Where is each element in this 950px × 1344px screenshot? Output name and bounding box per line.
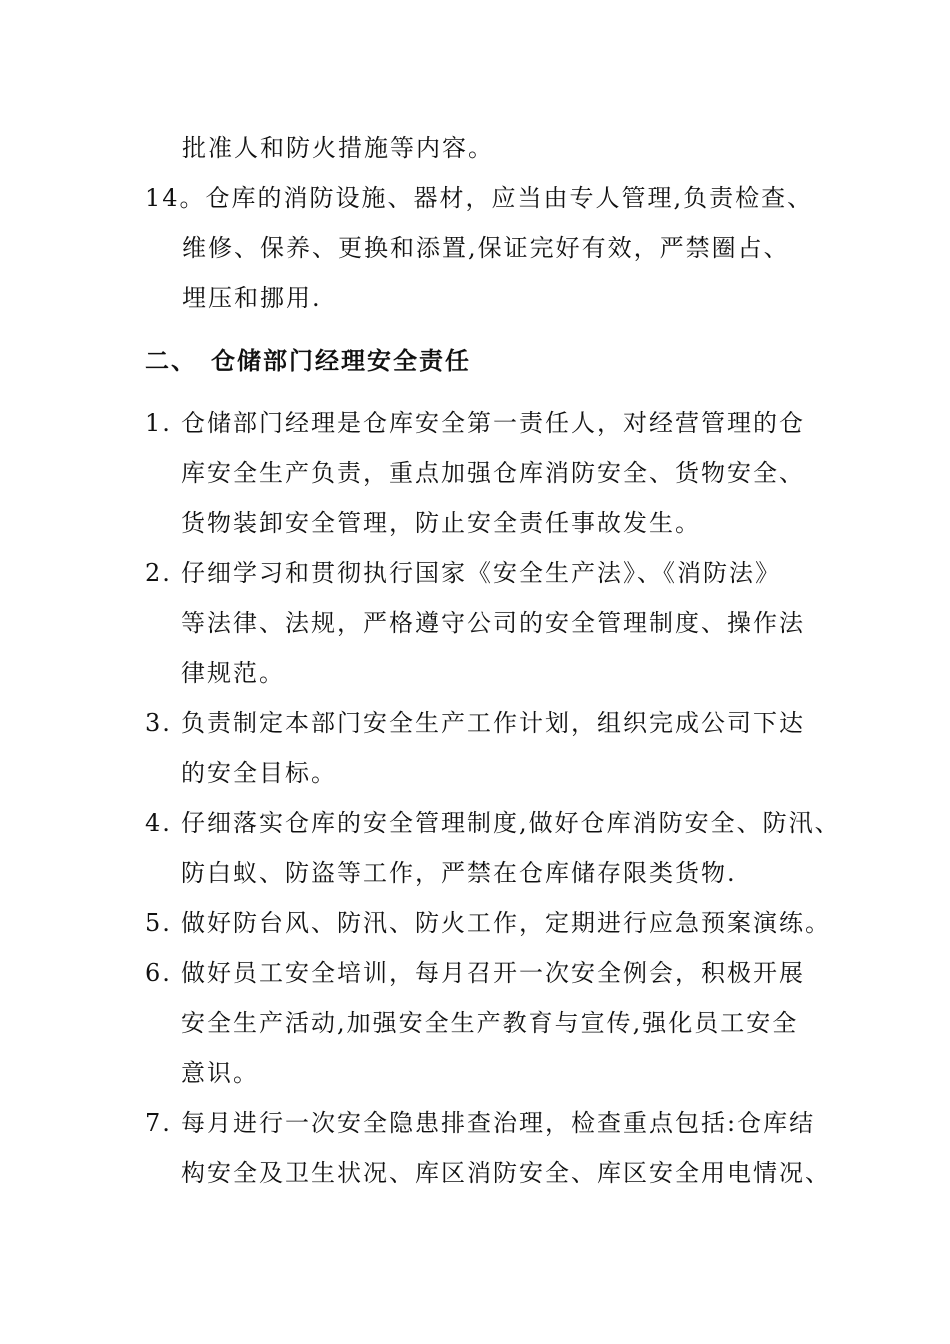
item-6-number: 6. bbox=[145, 959, 172, 987]
item-1-number: 1. bbox=[145, 409, 172, 437]
item-14-line-3: 埋压和挪用. bbox=[182, 284, 322, 312]
item-2-number: 2. bbox=[145, 559, 172, 587]
item-7-line-1 bbox=[145, 1108, 815, 1138]
item-5-text-1: 做好防台风、防汛、防火工作，定期进行应急预案演练。 bbox=[181, 909, 831, 937]
item-3-line-2: 的安全目标。 bbox=[181, 759, 337, 787]
item-4-number: 4. bbox=[145, 809, 172, 837]
item-1-line-3: 货物装卸安全管理，防止安全责任事故发生。 bbox=[181, 509, 701, 537]
item-6-text-1: 做好员工安全培训，每月召开一次安全例会，积极开展 bbox=[181, 959, 805, 987]
section-heading bbox=[145, 346, 471, 376]
item-3-number: 3. bbox=[145, 709, 172, 737]
item-5-line-1 bbox=[145, 908, 831, 938]
item-14-number: 14。 bbox=[145, 184, 206, 212]
item-14-line-1 bbox=[145, 183, 813, 213]
item-2-line-3: 律规范。 bbox=[181, 659, 285, 687]
item-2-line-2: 等法律、法规，严格遵守公司的安全管理制度、操作法 bbox=[181, 609, 805, 637]
item-1-text-1: 仓储部门经理是仓库安全第一责任人，对经营管理的仓 bbox=[181, 409, 805, 437]
item-4-line-2: 防白蚁、防盗等工作，严禁在仓库储存限类货物. bbox=[181, 859, 737, 887]
item-5-number: 5. bbox=[145, 909, 172, 937]
item-6-line-2: 安全生产活动,加强安全生产教育与宣传,强化员工安全 bbox=[181, 1009, 799, 1037]
item-7-text-1: 每月进行一次安全隐患排查治理，检查重点包括:仓库结 bbox=[181, 1109, 816, 1137]
item-13-continuation: 批准人和防火措施等内容。 bbox=[182, 134, 494, 162]
item-4-line-1 bbox=[145, 808, 841, 838]
section-number: 二、 bbox=[145, 346, 197, 375]
item-4-text-1: 仔细落实仓库的安全管理制度,做好仓库消防安全、防汛、 bbox=[181, 809, 841, 837]
item-1-line-2: 库安全生产负责，重点加强仓库消防安全、货物安全、 bbox=[181, 459, 805, 487]
item-3-text-1: 负责制定本部门安全生产工作计划，组织完成公司下达 bbox=[181, 709, 805, 737]
item-2-text-1: 仔细学习和贯彻执行国家《安全生产法》、《消防法》 bbox=[181, 559, 781, 587]
item-1-line-1 bbox=[145, 408, 805, 438]
item-2-line-1 bbox=[145, 558, 781, 588]
item-14-line-2: 维修、保养、更换和添置,保证完好有效，严禁圈占、 bbox=[182, 234, 790, 262]
section-title: 仓储部门经理安全责任 bbox=[211, 346, 471, 375]
item-7-line-2: 构安全及卫生状况、库区消防安全、库区安全用电情况、 bbox=[181, 1159, 831, 1187]
item-14-text-1: 仓库的消防设施、器材，应当由专人管理,负责检查、 bbox=[205, 184, 814, 212]
item-7-number: 7. bbox=[145, 1109, 172, 1137]
item-6-line-3: 意识。 bbox=[181, 1059, 259, 1087]
item-3-line-1 bbox=[145, 708, 805, 738]
item-6-line-1 bbox=[145, 958, 805, 988]
